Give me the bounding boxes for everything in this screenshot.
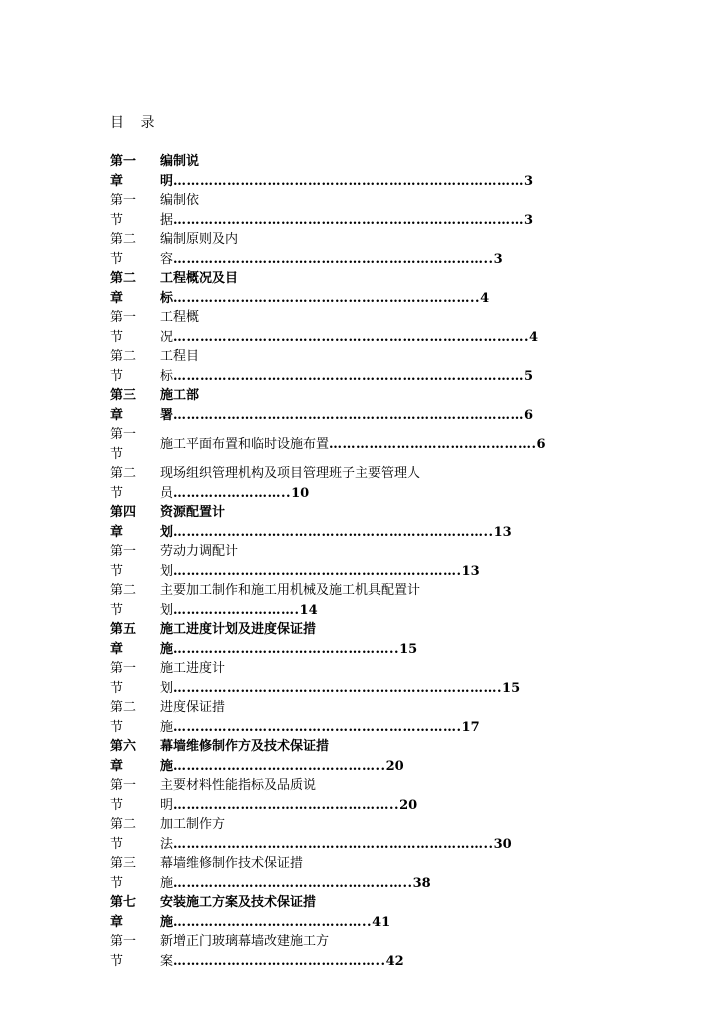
page-number: 4 [480, 290, 490, 306]
entry-title-line1: 资源配置计 [160, 505, 226, 520]
page-number: 15 [399, 641, 418, 657]
entry-title-line1: 编制说 [160, 154, 200, 169]
entry-title-line1: 安装施工方案及技术保证措 [160, 895, 317, 910]
dot-leader: …………………………………………………………………… [173, 173, 525, 189]
page-number: 20 [399, 797, 418, 813]
dot-leader: ………………………………………………………….. [173, 290, 481, 306]
entry-number: 第二 [110, 271, 137, 286]
entry-title-line2: 划 [160, 680, 174, 696]
page-number: 5 [524, 368, 534, 384]
dot-leader: ……………………………………….. [173, 758, 386, 774]
entry-unit: 节 [110, 680, 124, 696]
entry-number: 第一 [110, 427, 137, 442]
page-number: 13 [461, 563, 480, 579]
entry-unit: 章 [110, 290, 124, 306]
entry-title-line2: 据 [160, 212, 174, 228]
page-number: 3 [524, 173, 534, 189]
toc-section-entry[interactable] [110, 581, 610, 620]
dot-leader: ………………………………………….. [173, 797, 400, 813]
toc-chapter-entry[interactable] [110, 737, 610, 776]
dot-leader: …………………………………………………………………… [173, 407, 525, 423]
entry-title-line2: 标 [160, 290, 174, 306]
entry-title-line1: 幕墙维修制作方及技术保证措 [160, 739, 330, 754]
toc-section-entry[interactable] [110, 698, 610, 737]
entry-unit: 节 [110, 485, 124, 501]
toc-chapter-entry[interactable] [110, 269, 610, 308]
entry-unit: 节 [110, 251, 124, 267]
page-number: 6 [524, 407, 534, 423]
dot-leader: …………………………………………………………….. [173, 251, 494, 267]
toc-section-entry[interactable] [110, 815, 610, 854]
dot-leader: …………………………………….. [173, 914, 373, 930]
entry-title-line2: 案 [160, 953, 174, 969]
entry-title-line2: 况 [160, 329, 174, 345]
toc-section-entry[interactable] [110, 776, 610, 815]
dot-leader: …………………….. [173, 485, 292, 501]
toc-chapter-entry[interactable] [110, 152, 610, 191]
entry-title-line2: 施 [160, 641, 174, 657]
toc-section-entry[interactable] [110, 347, 610, 386]
entry-title-line1: 编制原则及内 [160, 232, 239, 247]
entry-unit: 章 [110, 524, 124, 540]
entry-title-line2: 划 [160, 563, 174, 579]
entry-title-line1: 加工制作方 [160, 817, 226, 832]
entry-number: 第一 [110, 934, 137, 949]
page-number: 6 [536, 436, 546, 452]
entry-title-line1: 劳动力调配计 [160, 544, 239, 559]
page-number: 20 [385, 758, 404, 774]
entry-title-line2: 施 [160, 914, 174, 930]
page-number: 3 [524, 212, 534, 228]
entry-unit: 节 [110, 368, 124, 384]
entry-unit: 节 [110, 329, 124, 345]
dot-leader: …………………………………………………………….. [173, 836, 494, 852]
entry-unit: 章 [110, 641, 124, 657]
dot-leader: ………………………………………………………. [173, 563, 462, 579]
entry-number: 第三 [110, 388, 137, 403]
page-number: 38 [412, 875, 431, 891]
entry-title-line1: 工程目 [160, 349, 200, 364]
entry-title-line1: 工程概 [160, 310, 200, 325]
entry-number: 第一 [110, 154, 137, 169]
page-number: 41 [372, 914, 391, 930]
entry-title-line2: 划 [160, 524, 174, 540]
entry-title-line2: 明 [160, 797, 174, 813]
entry-number: 第二 [110, 817, 137, 832]
entry-number: 第一 [110, 310, 137, 325]
entry-unit: 章 [110, 758, 124, 774]
toc-section-entry[interactable] [110, 308, 610, 347]
entry-number: 第二 [110, 583, 137, 598]
dot-leader: ……………………………………………………………………. [173, 329, 530, 345]
toc-title: 目 录 [110, 115, 161, 131]
entry-unit: 章 [110, 173, 124, 189]
entry-number: 第一 [110, 544, 137, 559]
entry-title-line1: 进度保证措 [160, 700, 226, 715]
entry-unit: 节 [110, 797, 124, 813]
entry-unit: 节 [110, 212, 124, 228]
entry-title-line1: 新增正门玻璃幕墙改建施工方 [160, 934, 330, 949]
page-number: 17 [461, 719, 480, 735]
entry-unit: 节 [110, 875, 124, 891]
entry-number: 第六 [110, 739, 137, 754]
entry-title-line1: 工程概况及目 [160, 271, 239, 286]
entry-title-line1: 施工部 [160, 388, 200, 403]
page-number: 15 [502, 680, 521, 696]
dot-leader: …………………………………………….. [173, 875, 413, 891]
page-number: 30 [493, 836, 512, 852]
toc-section-entry[interactable] [110, 542, 610, 581]
dot-leader: ………………………. [173, 602, 300, 618]
entry-number: 第二 [110, 232, 137, 247]
toc-section-entry[interactable] [110, 191, 610, 230]
dot-leader: ………………………………………….. [173, 641, 400, 657]
entry-number: 第二 [110, 700, 137, 715]
entry-title-line2: 法 [160, 836, 174, 852]
dot-leader: ………………………………………. [329, 436, 537, 452]
entry-title-line2: 署 [160, 407, 174, 423]
entry-title-line2: 明 [160, 173, 174, 189]
page-number: 3 [493, 251, 503, 267]
entry-title-line1: 编制依 [160, 193, 200, 208]
entry-unit: 节 [110, 563, 124, 579]
entry-title-line1: 主要材料性能指标及品质说 [160, 778, 317, 793]
entry-unit: 节 [110, 836, 124, 852]
dot-leader: …………………………………………………………………… [173, 212, 525, 228]
entry-title-line2: 施 [160, 719, 174, 735]
toc-chapter-entry[interactable] [110, 386, 610, 425]
toc-section-entry[interactable] [110, 425, 610, 464]
entry-number: 第二 [110, 466, 137, 481]
entry-number: 第四 [110, 505, 137, 520]
page-number: 42 [385, 953, 404, 969]
entry-title-line1: 幕墙维修制作技术保证措 [160, 856, 304, 871]
dot-leader: ………………………………………………………. [173, 719, 462, 735]
toc-section-entry[interactable] [110, 854, 610, 893]
page-number: 13 [493, 524, 512, 540]
entry-title-line1: 现场组织管理机构及项目管理班子主要管理人 [160, 466, 421, 481]
entry-title-line2: 容 [160, 251, 174, 267]
dot-leader: ………………………………………………………………. [173, 680, 503, 696]
dot-leader: ……………………………………….. [173, 953, 386, 969]
entry-number: 第一 [110, 661, 137, 676]
entry-title-line2: 施 [160, 875, 174, 891]
entry-title-line1: 施工进度计 [160, 661, 226, 676]
toc-section-entry[interactable] [110, 659, 610, 698]
page-number: 10 [291, 485, 310, 501]
entry-title-line2: 施 [160, 758, 174, 774]
entry-title: 施工平面布置和临时设施布置 [160, 436, 330, 452]
dot-leader: …………………………………………………………….. [173, 524, 494, 540]
entry-title-line2: 划 [160, 602, 174, 618]
toc-chapter-entry[interactable] [110, 503, 610, 542]
entry-number: 第一 [110, 778, 137, 793]
entry-title-line2: 员 [160, 485, 174, 501]
toc-section-entry[interactable] [110, 464, 610, 503]
entry-unit: 节 [110, 602, 124, 618]
entry-title-line1: 施工进度计划及进度保证措 [160, 622, 317, 637]
page-number: 4 [529, 329, 539, 345]
toc-section-entry[interactable] [110, 932, 610, 971]
toc-chapter-entry[interactable] [110, 893, 610, 932]
entry-unit: 节 [110, 719, 124, 735]
entry-number: 第七 [110, 895, 137, 910]
entry-number: 第一 [110, 193, 137, 208]
entry-unit: 章 [110, 914, 124, 930]
dot-leader: …………………………………………………………………… [173, 368, 525, 384]
entry-title-line2: 标 [160, 368, 174, 384]
toc-section-entry[interactable] [110, 230, 610, 269]
entry-unit: 节 [110, 446, 124, 462]
entry-number: 第二 [110, 349, 137, 364]
entry-number: 第三 [110, 856, 137, 871]
entry-unit: 节 [110, 953, 124, 969]
toc-chapter-entry[interactable] [110, 620, 610, 659]
page-number: 14 [299, 602, 318, 618]
entry-unit: 章 [110, 407, 124, 423]
entry-number: 第五 [110, 622, 137, 637]
entry-title-line1: 主要加工制作和施工用机械及施工机具配置计 [160, 583, 421, 598]
